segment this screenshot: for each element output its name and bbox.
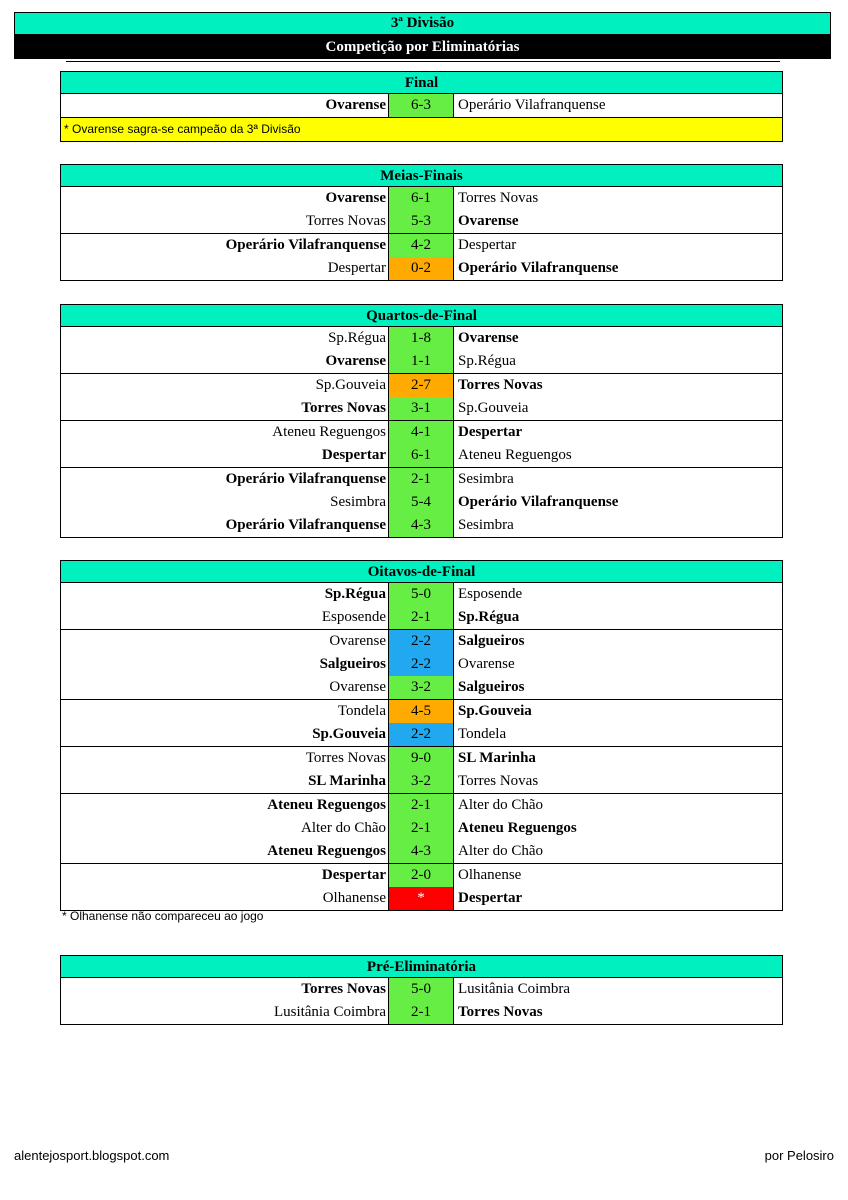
away-team: Sp.Gouveia <box>458 703 532 719</box>
match-group <box>61 187 782 233</box>
blog-url: alentejosport.blogspot.com <box>14 1148 170 1163</box>
home-team: Ateneu Reguengos <box>267 843 386 859</box>
match-row <box>61 210 782 233</box>
match-group <box>61 233 782 280</box>
home-team: Sp.Régua <box>324 586 386 602</box>
home-team: Despertar <box>321 447 386 463</box>
home-team: Sp.Gouveia <box>315 377 386 393</box>
away-team: Alter do Chão <box>458 797 543 813</box>
match-row <box>61 514 782 537</box>
away-team: Torres Novas <box>458 1004 543 1020</box>
away-team: Alter do Chão <box>458 843 543 859</box>
match-row <box>61 234 782 257</box>
home-team: Sp.Gouveia <box>312 726 386 742</box>
away-team: SL Marinha <box>458 750 536 766</box>
match-row <box>61 978 782 1001</box>
match-score: 2-2 <box>388 630 454 653</box>
away-team: Torres Novas <box>458 190 539 206</box>
match-group <box>61 583 782 629</box>
match-row <box>61 444 782 467</box>
away-team: Sesimbra <box>458 471 514 487</box>
no-show-footnote: * Olhanense não compareceu ao jogo <box>62 909 264 923</box>
section-title: Oitavos-de-Final <box>61 561 782 583</box>
match-group <box>61 467 782 537</box>
match-score: 2-1 <box>388 468 454 491</box>
match-row <box>61 630 782 653</box>
division-title: 3ª Divisão <box>14 12 831 35</box>
match-row <box>61 397 782 420</box>
match-group <box>61 699 782 746</box>
home-team: Ovarense <box>329 679 386 695</box>
match-row <box>61 350 782 373</box>
match-score: 5-4 <box>388 491 454 514</box>
away-team: Despertar <box>458 237 517 253</box>
match-row <box>61 374 782 397</box>
section-title: Quartos-de-Final <box>61 305 782 327</box>
home-team: Ovarense <box>325 190 386 206</box>
away-team: Sp.Régua <box>458 609 520 625</box>
match-row <box>61 700 782 723</box>
away-team: Torres Novas <box>458 773 539 789</box>
match-score: 5-0 <box>388 583 454 606</box>
match-group <box>61 978 782 1024</box>
final-section <box>60 71 783 142</box>
match-row <box>61 327 782 350</box>
match-row <box>61 94 782 117</box>
away-team: Sp.Gouveia <box>458 400 529 416</box>
home-team: Olhanense <box>322 890 386 906</box>
match-row <box>61 468 782 491</box>
section-title: Meias-Finais <box>61 165 782 187</box>
away-team: Lusitânia Coimbra <box>458 981 571 997</box>
match-score: 3-2 <box>388 770 454 793</box>
match-score: 2-0 <box>388 864 454 887</box>
match-row <box>61 187 782 210</box>
away-team: Sesimbra <box>458 517 514 533</box>
home-team: SL Marinha <box>308 773 386 789</box>
home-team: Torres Novas <box>305 213 386 229</box>
match-group <box>61 863 782 910</box>
home-team: Sp.Régua <box>328 330 386 346</box>
home-team: Tondela <box>337 703 386 719</box>
home-team: Despertar <box>327 260 386 276</box>
home-team: Sesimbra <box>330 494 386 510</box>
header-divider <box>66 61 780 62</box>
match-score: 6-3 <box>388 94 454 117</box>
away-team: Ateneu Reguengos <box>458 447 572 463</box>
away-team: Esposende <box>458 586 523 602</box>
match-group <box>61 94 782 117</box>
match-score: 3-1 <box>388 397 454 420</box>
competition-title: Competição por Eliminatórias <box>14 35 831 59</box>
match-score: 2-1 <box>388 606 454 629</box>
match-group <box>61 420 782 467</box>
match-score: 6-1 <box>388 187 454 210</box>
home-team: Lusitânia Coimbra <box>273 1004 386 1020</box>
match-score: 5-3 <box>388 210 454 233</box>
match-row <box>61 887 782 910</box>
home-team: Torres Novas <box>305 750 386 766</box>
away-team: Tondela <box>458 726 507 742</box>
champion-note: * Ovarense sagra-se campeão da 3ª Divisão <box>61 117 782 141</box>
match-row <box>61 817 782 840</box>
home-team: Ateneu Reguengos <box>272 424 386 440</box>
away-team: Torres Novas <box>458 377 543 393</box>
section-title: Pré-Eliminatória <box>61 956 782 978</box>
match-group <box>61 746 782 793</box>
match-row <box>61 864 782 887</box>
home-team: Ovarense <box>329 633 386 649</box>
match-score: 2-2 <box>388 723 454 746</box>
away-team: Despertar <box>458 424 523 440</box>
away-team: Ateneu Reguengos <box>458 820 577 836</box>
away-team: Ovarense <box>458 656 515 672</box>
away-team: Ovarense <box>458 330 519 346</box>
match-row <box>61 770 782 793</box>
match-row <box>61 676 782 699</box>
match-score: 4-2 <box>388 234 454 257</box>
home-team: Torres Novas <box>301 400 386 416</box>
home-team: Despertar <box>321 867 386 883</box>
match-score: 2-2 <box>388 653 454 676</box>
match-group <box>61 793 782 863</box>
match-score: 4-1 <box>388 421 454 444</box>
match-group <box>61 629 782 699</box>
round-of-16-section <box>60 560 783 911</box>
match-row <box>61 840 782 863</box>
away-team: Salgueiros <box>458 679 525 695</box>
match-group <box>61 373 782 420</box>
match-score: 2-1 <box>388 794 454 817</box>
match-score: 4-3 <box>388 840 454 863</box>
home-team: Alter do Chão <box>301 820 386 836</box>
section-title: Final <box>61 72 782 94</box>
match-group <box>61 327 782 373</box>
away-team: Sp.Régua <box>458 353 516 369</box>
match-score: 0-2 <box>388 257 454 280</box>
home-team: Esposende <box>321 609 386 625</box>
match-score: 5-0 <box>388 978 454 1001</box>
match-row <box>61 583 782 606</box>
home-team: Operário Vilafranquense <box>225 517 386 533</box>
away-team: Operário Vilafranquense <box>458 97 606 113</box>
home-team: Operário Vilafranquense <box>225 471 386 487</box>
match-row <box>61 794 782 817</box>
quarterfinals-section <box>60 304 783 538</box>
home-team: Ateneu Reguengos <box>267 797 386 813</box>
match-score: 1-8 <box>388 327 454 350</box>
match-score: 2-1 <box>388 1001 454 1024</box>
match-row <box>61 1001 782 1024</box>
match-row <box>61 653 782 676</box>
home-team: Salgueiros <box>319 656 386 672</box>
home-team: Torres Novas <box>301 981 386 997</box>
match-score: 6-1 <box>388 444 454 467</box>
match-row <box>61 723 782 746</box>
away-team: Ovarense <box>458 213 519 229</box>
match-score: * <box>388 887 454 910</box>
home-team: Operário Vilafranquense <box>225 237 386 253</box>
match-score: 2-1 <box>388 817 454 840</box>
match-score: 4-3 <box>388 514 454 537</box>
match-row <box>61 257 782 280</box>
preliminary-section <box>60 955 783 1025</box>
away-team: Salgueiros <box>458 633 525 649</box>
match-score: 3-2 <box>388 676 454 699</box>
away-team: Olhanense <box>458 867 522 883</box>
match-score: 2-7 <box>388 374 454 397</box>
match-score: 4-5 <box>388 700 454 723</box>
away-team: Operário Vilafranquense <box>458 494 619 510</box>
match-row <box>61 747 782 770</box>
match-score: 9-0 <box>388 747 454 770</box>
home-team: Ovarense <box>325 97 386 113</box>
author-credit: por Pelosiro <box>764 1148 834 1163</box>
home-team: Ovarense <box>325 353 386 369</box>
match-row <box>61 421 782 444</box>
match-row <box>61 491 782 514</box>
semifinals-section <box>60 164 783 281</box>
match-row <box>61 606 782 629</box>
match-score: 1-1 <box>388 350 454 373</box>
away-team: Despertar <box>458 890 523 906</box>
away-team: Operário Vilafranquense <box>458 260 619 276</box>
